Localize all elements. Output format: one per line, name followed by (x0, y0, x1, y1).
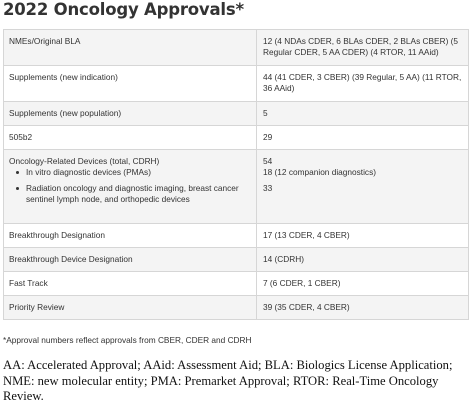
list-item: Radiation oncology and diagnostic imaging, breast cancer sentinel lymph node, and orthopedic devices (9, 183, 251, 205)
approvals-table (3, 29, 469, 320)
row-value: 7 (6 CDER, 1 CBER) (257, 272, 469, 296)
devices-label-cell (4, 150, 257, 224)
row-label: Oncology-Related Devices (total, CDRH) (9, 156, 160, 166)
row-label: NMEs/Original BLA (4, 30, 257, 66)
table-row (4, 296, 469, 320)
table-row (4, 248, 469, 272)
devices-value-cell (257, 150, 469, 224)
list-item: In vitro diagnostic devices (PMAs) (9, 167, 251, 178)
row-value: 29 (257, 126, 469, 150)
row-label: Supplements (new indication) (4, 66, 257, 102)
row-label: Breakthrough Device Designation (4, 248, 257, 272)
table-row (4, 272, 469, 296)
row-value: 17 (13 CDER, 4 CBER) (257, 224, 469, 248)
abbreviation-legend: AA: Accelerated Approval; AAid: Assessment Aid; BLA: Biologics License Application; NME: new molecular entity; PMA: Premarket Approval; RTOR: Real-Time Oncology Review. (3, 358, 453, 403)
row-value: 14 (CDRH) (257, 248, 469, 272)
row-value: 39 (35 CDER, 4 CBER) (257, 296, 469, 320)
row-value: 12 (4 NDAs CDER, 6 BLAs CDER, 2 BLAs CBER) (5 Regular CDER, 5 AA CDER) (4 RTOR, 11 AAid) (257, 30, 469, 66)
sub-value: 33 (263, 183, 273, 193)
footnote: *Approval numbers reflect approvals from CBER, CDER and CDRH (3, 335, 252, 345)
table-row (4, 126, 469, 150)
row-value: 5 (257, 102, 469, 126)
devices-sub-list (9, 167, 251, 205)
table-row (4, 66, 469, 102)
table-row (4, 150, 469, 224)
row-label: Priority Review (4, 296, 257, 320)
row-label: Supplements (new population) (4, 102, 257, 126)
table-row (4, 224, 469, 248)
row-value: 54 (263, 156, 273, 166)
table-row (4, 102, 469, 126)
table-row (4, 30, 469, 66)
row-label: 505b2 (4, 126, 257, 150)
row-label: Breakthrough Designation (4, 224, 257, 248)
page-title: 2022 Oncology Approvals* (3, 0, 244, 19)
row-label: Fast Track (4, 272, 257, 296)
row-value: 44 (41 CDER, 3 CBER) (39 Regular, 5 AA) (11 RTOR, 36 AAid) (257, 66, 469, 102)
sub-value: 18 (12 companion diagnostics) (263, 167, 376, 177)
